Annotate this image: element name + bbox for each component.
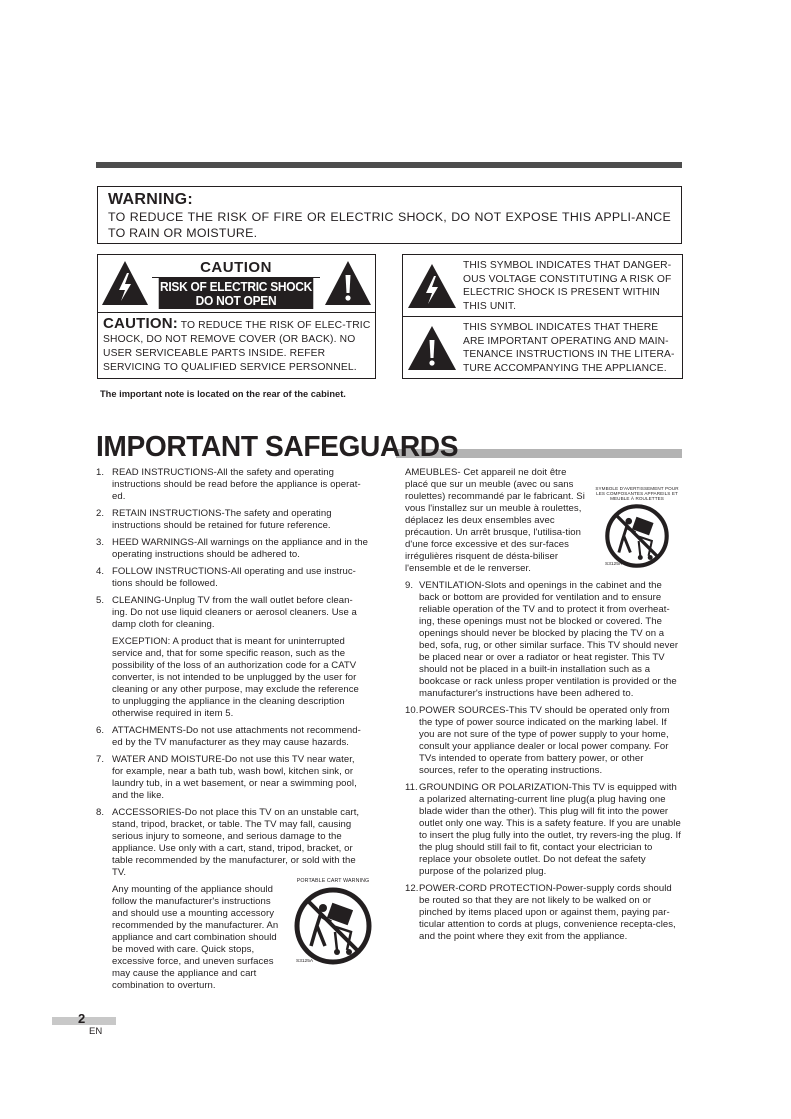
list-item (405, 883, 681, 943)
item-number: 10. (405, 705, 419, 716)
section-title-area (96, 432, 682, 462)
page-number: 2 (78, 1011, 86, 1026)
exception-paragraph: EXCEPTION: A product that is meant for uninterrupted service and, that for some specific reason, such as the possibility of the loss of an authorization code for a CATV converter, is not intended to be unplugged by the user for cleaning or any other purpose, may exclude the reference to unplugging the appliance in the cleaning description otherwise required in item 5. (112, 636, 359, 719)
list-item (96, 537, 368, 561)
warning-text: TO REDUCE THE RISK OF FIRE OR ELECTRIC SHOCK, DO NOT EXPOSE THIS APPLI-ANCE TO RAIN OR MOISTURE. (108, 210, 671, 240)
item-number: 5. (96, 595, 105, 606)
item-text: READ INSTRUCTIONS-All the safety and operating instructions should be read before the appliance is operat-ed. (112, 467, 361, 502)
caution-body (103, 317, 373, 375)
cart-code-right: S3125A (605, 562, 623, 567)
item-text: ATTACHMENTS-Do not use attachments not recommend-ed by the TV manufacturer as they may cause hazards. (112, 725, 361, 748)
risk-of-shock-label (159, 278, 314, 309)
risk-line-1: RISK OF ELECTRIC SHOCK (159, 279, 313, 294)
list-item (405, 580, 681, 700)
exclamation-symbol-text: THIS SYMBOL INDICATES THAT THERE ARE IMPORTANT OPERATING AND MAIN-TENANCE INSTRUCTIONS IN THE LITERA-TURE ACCOMPANYING THE APPLIANCE. (463, 322, 675, 374)
item-number: 12. (405, 883, 419, 894)
item-number: 8. (96, 807, 105, 818)
french-paragraph: AMEUBLES- Cet appareil ne doit être placé que sur un meuble (avec ou sans roulettes) recommandé par le fabricant. Si vous l'installez sur un meuble à roulettes, déplacez les deux ensembles avec précaution. Un arrêt brusque, l'utilisa-tion d'une force excessive et des sur-faces irrégulières risquent de désta-biliser l'ensemble et de le renverser. (405, 467, 585, 574)
lightning-symbol-row (403, 255, 682, 317)
exclamation-symbol-icon (406, 324, 458, 372)
portable-cart-warning-figure (290, 878, 376, 971)
cart-warning-caption: PORTABLE CART WARNING (296, 878, 370, 884)
item-number: 7. (96, 754, 105, 765)
item-text: ACCESSORIES-Do not place this TV on an unstable cart, stand, tripod, bracket, or table. The TV may fall, causing serious injury to someone, and serious damage to the appliance. Use only with a cart, stand, tripod, bracket, or table recommended by the manufacturer, or sold with the TV. (112, 807, 360, 878)
item-text: FOLLOW INSTRUCTIONS-All operating and use instruc-tions should be followed. (112, 566, 356, 589)
caution-label (152, 259, 320, 309)
item-text: RETAIN INSTRUCTIONS-The safety and operating instructions should be retained for future reference. (112, 508, 332, 531)
item-number: 1. (96, 467, 105, 478)
item-number: 4. (96, 566, 105, 577)
item-text: CLEANING-Unplug TV from the wall outlet before clean-ing. Do not use liquid cleaners or aerosol cleaners. Use a damp cloth for cleaning. (112, 595, 357, 630)
list-item (96, 725, 368, 749)
section-title: IMPORTANT SAFEGUARDS (96, 431, 459, 463)
item-number: 3. (96, 537, 105, 548)
french-cart-caption: SYMBOLE D'AVERTISSEMENT POUR LES COMPOSANTES APPAREILS ET MEUBLE À ROULETTES (595, 486, 679, 501)
french-cart-warning-figure (592, 486, 682, 574)
mounting-paragraph: Any mounting of the appliance should follow the manufacturer's instructions and should use a mounting accessory recommended by the manufacturer. An appliance and cart combination should be moved with care. Quick stops, excessive force, and uneven surfaces may cause the appliance and cart combination to overturn. (112, 884, 279, 991)
cart-tipover-icon (293, 886, 373, 966)
item-text: GROUNDING OR POLARIZATION-This TV is equipped with a polarized alternating-current line plug(a plug having one blade wider than the other). This plug will fit into the power outlet only one way. This is a safety feature. If you are unable to insert the plug fully into the outlet, try revers-ing the plug. If the plug should still fail to fit, contact your electrician to replace your obsolete outlet. Do not defeat the safety purpose of the polarized plug. (419, 782, 681, 877)
exclamation-warning-icon (323, 259, 373, 307)
item-text: VENTILATION-Slots and openings in the cabinet and the back or bottom are provided for ventilation and to ensure reliable operation of the TV and to protect it from overheat-ing, these openings must not be blocked or covered. The openings should never be blocked by placing the TV on a bed, sofa, rug, or other similar surface. This TV should never be placed near or over a radiator or heat register. This TV should not be placed in a built-in installation such as a bookcase or rack unless proper ventilation is provided or the manufacturer's instructions have been adhered to. (419, 580, 679, 699)
item-number: 9. (405, 580, 414, 591)
item-text: POWER-CORD PROTECTION-Power-supply cords should be routed so that they are not likely to be walked on or pinched by items placed upon or against them, paying par-ticular attention to cords at plugs, convenience recepta-cles, and the point where they exit from the appliance. (419, 883, 676, 942)
list-item (96, 595, 368, 631)
exclamation-symbol-row (403, 317, 682, 379)
symbol-explanation-box (402, 254, 683, 379)
item-text: HEED WARNINGS-All warnings on the appliance and in the operating instructions should be adhered to. (112, 537, 368, 560)
list-item (96, 807, 368, 879)
risk-line-2: DO NOT OPEN (195, 293, 277, 308)
page-language: EN (89, 1026, 103, 1037)
lightning-symbol-icon (406, 262, 458, 310)
list-item (405, 782, 681, 878)
list-item (96, 566, 368, 590)
item-number: 11. (405, 782, 418, 793)
item-text: POWER SOURCES-This TV should be operated only from the type of power source indicated on the marking label. If you are not sure of the type of power supply to your home, consult your appliance dealer or local power company. For TVs intended to operate from battery power, or other sources, refer to the operating instructions. (419, 705, 670, 776)
caution-body-text: TO REDUCE THE RISK OF ELEC-TRIC SHOCK, DO NOT REMOVE COVER (OR BACK). NO USER SERVICEABLE PARTS INSIDE. REFER SERVICING TO QUALIFIED SERVICE PERSONNEL. (103, 320, 371, 373)
item-text: WATER AND MOISTURE-Do not use this TV near water, for example, near a bath tub, wash bowl, kitchen sink, or laundry tub, in a wet basement, or near a swimming pool, and the like. (112, 754, 357, 801)
item-number: 2. (96, 508, 105, 519)
caution-box (97, 254, 376, 379)
important-note: The important note is located on the rear of the cabinet. (100, 389, 346, 399)
list-item (405, 705, 681, 777)
lightning-warning-icon (100, 259, 150, 307)
list-item (96, 508, 368, 532)
cart-code-left: S3125A (296, 959, 314, 964)
caution-label-area (98, 255, 375, 313)
header-rule (96, 162, 682, 168)
french-cart-tipover-icon (604, 503, 670, 569)
list-item (96, 754, 368, 802)
item-number: 6. (96, 725, 105, 736)
warning-title: WARNING: (108, 191, 194, 208)
lightning-symbol-text: THIS SYMBOL INDICATES THAT DANGER-OUS VOLTAGE CONSTITUTING A RISK OF ELECTRIC SHOCK IS PRESENT WITHIN THIS UNIT. (463, 260, 672, 312)
caution-body-lead: CAUTION: (103, 315, 178, 332)
warning-box (97, 186, 682, 244)
caution-word: CAUTION (152, 259, 320, 278)
list-item (96, 467, 368, 503)
